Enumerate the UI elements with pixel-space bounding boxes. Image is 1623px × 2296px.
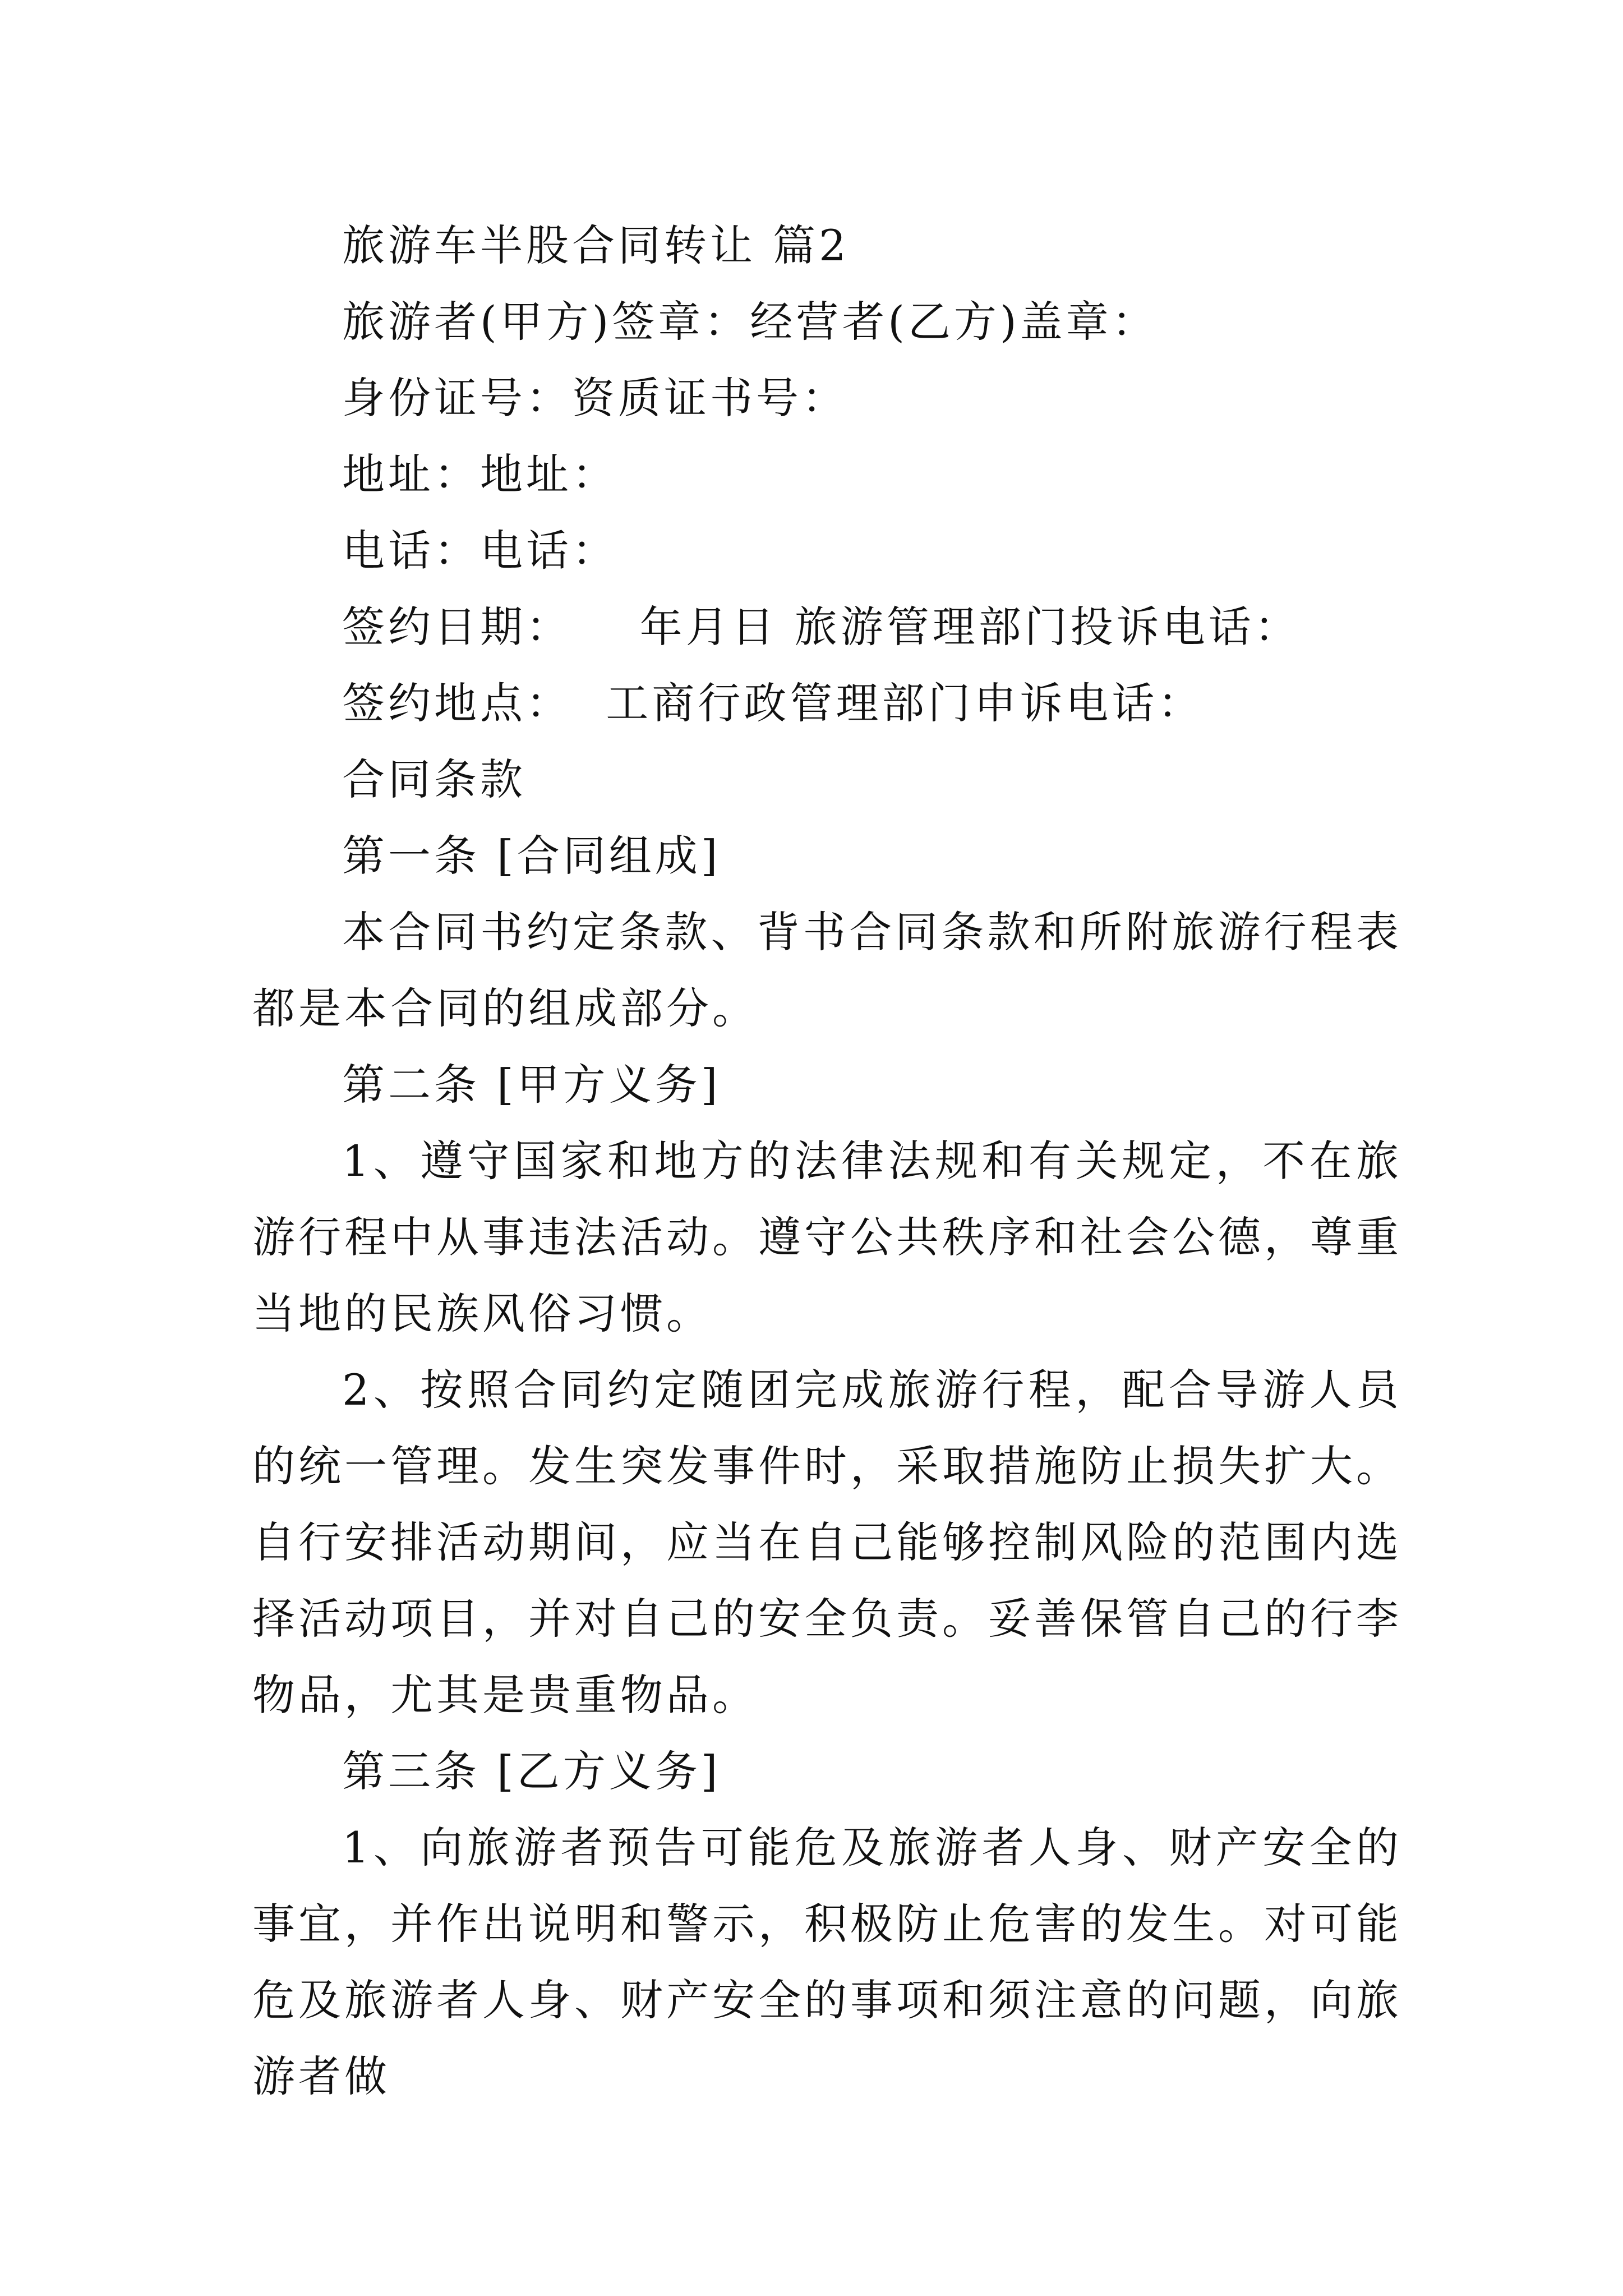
signature-line: 旅游者(甲方)签章：经营者(乙方)盖章： — [342, 297, 1158, 347]
article-3-item-1: 1、向旅游者预告可能危及旅游者人身、财产安全的事宜，并作出说明和警示，积极防止危害的发生。对可能危及旅游者人身、财产安全的事项和须注意的问题，向旅游者做 — [252, 1823, 1402, 2101]
article-1-text: 本合同书约定条款、背书合同条款和所附旅游行程表都是本合同的组成部分。 — [252, 907, 1402, 1033]
signing-date-line: 签约日期： 年月日 旅游管理部门投诉电话： — [342, 602, 1301, 652]
article-2-item-2: 2、按照合同约定随团完成旅游行程，配合导游人员的统一管理。发生突发事件时，采取措施防止损失扩大。自行安排活动期间，应当在自己能够控制风险的范围内选择活动项目，并对自己的安全负责。妥善保管自己的行李物品，尤其是贵重物品。 — [252, 1365, 1402, 1720]
article-2-heading: 第二条 [甲方义务] — [342, 1060, 721, 1110]
terms-heading: 合同条款 — [342, 754, 526, 804]
phone-line: 电话：电话： — [342, 526, 618, 576]
document-body — [252, 208, 1402, 2115]
address-line: 地址：地址： — [342, 449, 618, 499]
article-2-item-1: 1、遵守国家和地方的法律法规和有关规定，不在旅游行程中从事违法活动。遵守公共秩序和社会公德，尊重当地的民族风俗习惯。 — [252, 1136, 1402, 1338]
section-title: 旅游车半股合同转让 篇2 — [342, 220, 850, 270]
signing-place-line: 签约地点： 工商行政管理部门申诉电话： — [342, 678, 1204, 728]
article-1-heading: 第一条 [合同组成] — [342, 831, 721, 881]
id-number-line: 身份证号：资质证书号： — [342, 373, 848, 423]
article-3-heading: 第三条 [乙方义务] — [342, 1746, 721, 1796]
